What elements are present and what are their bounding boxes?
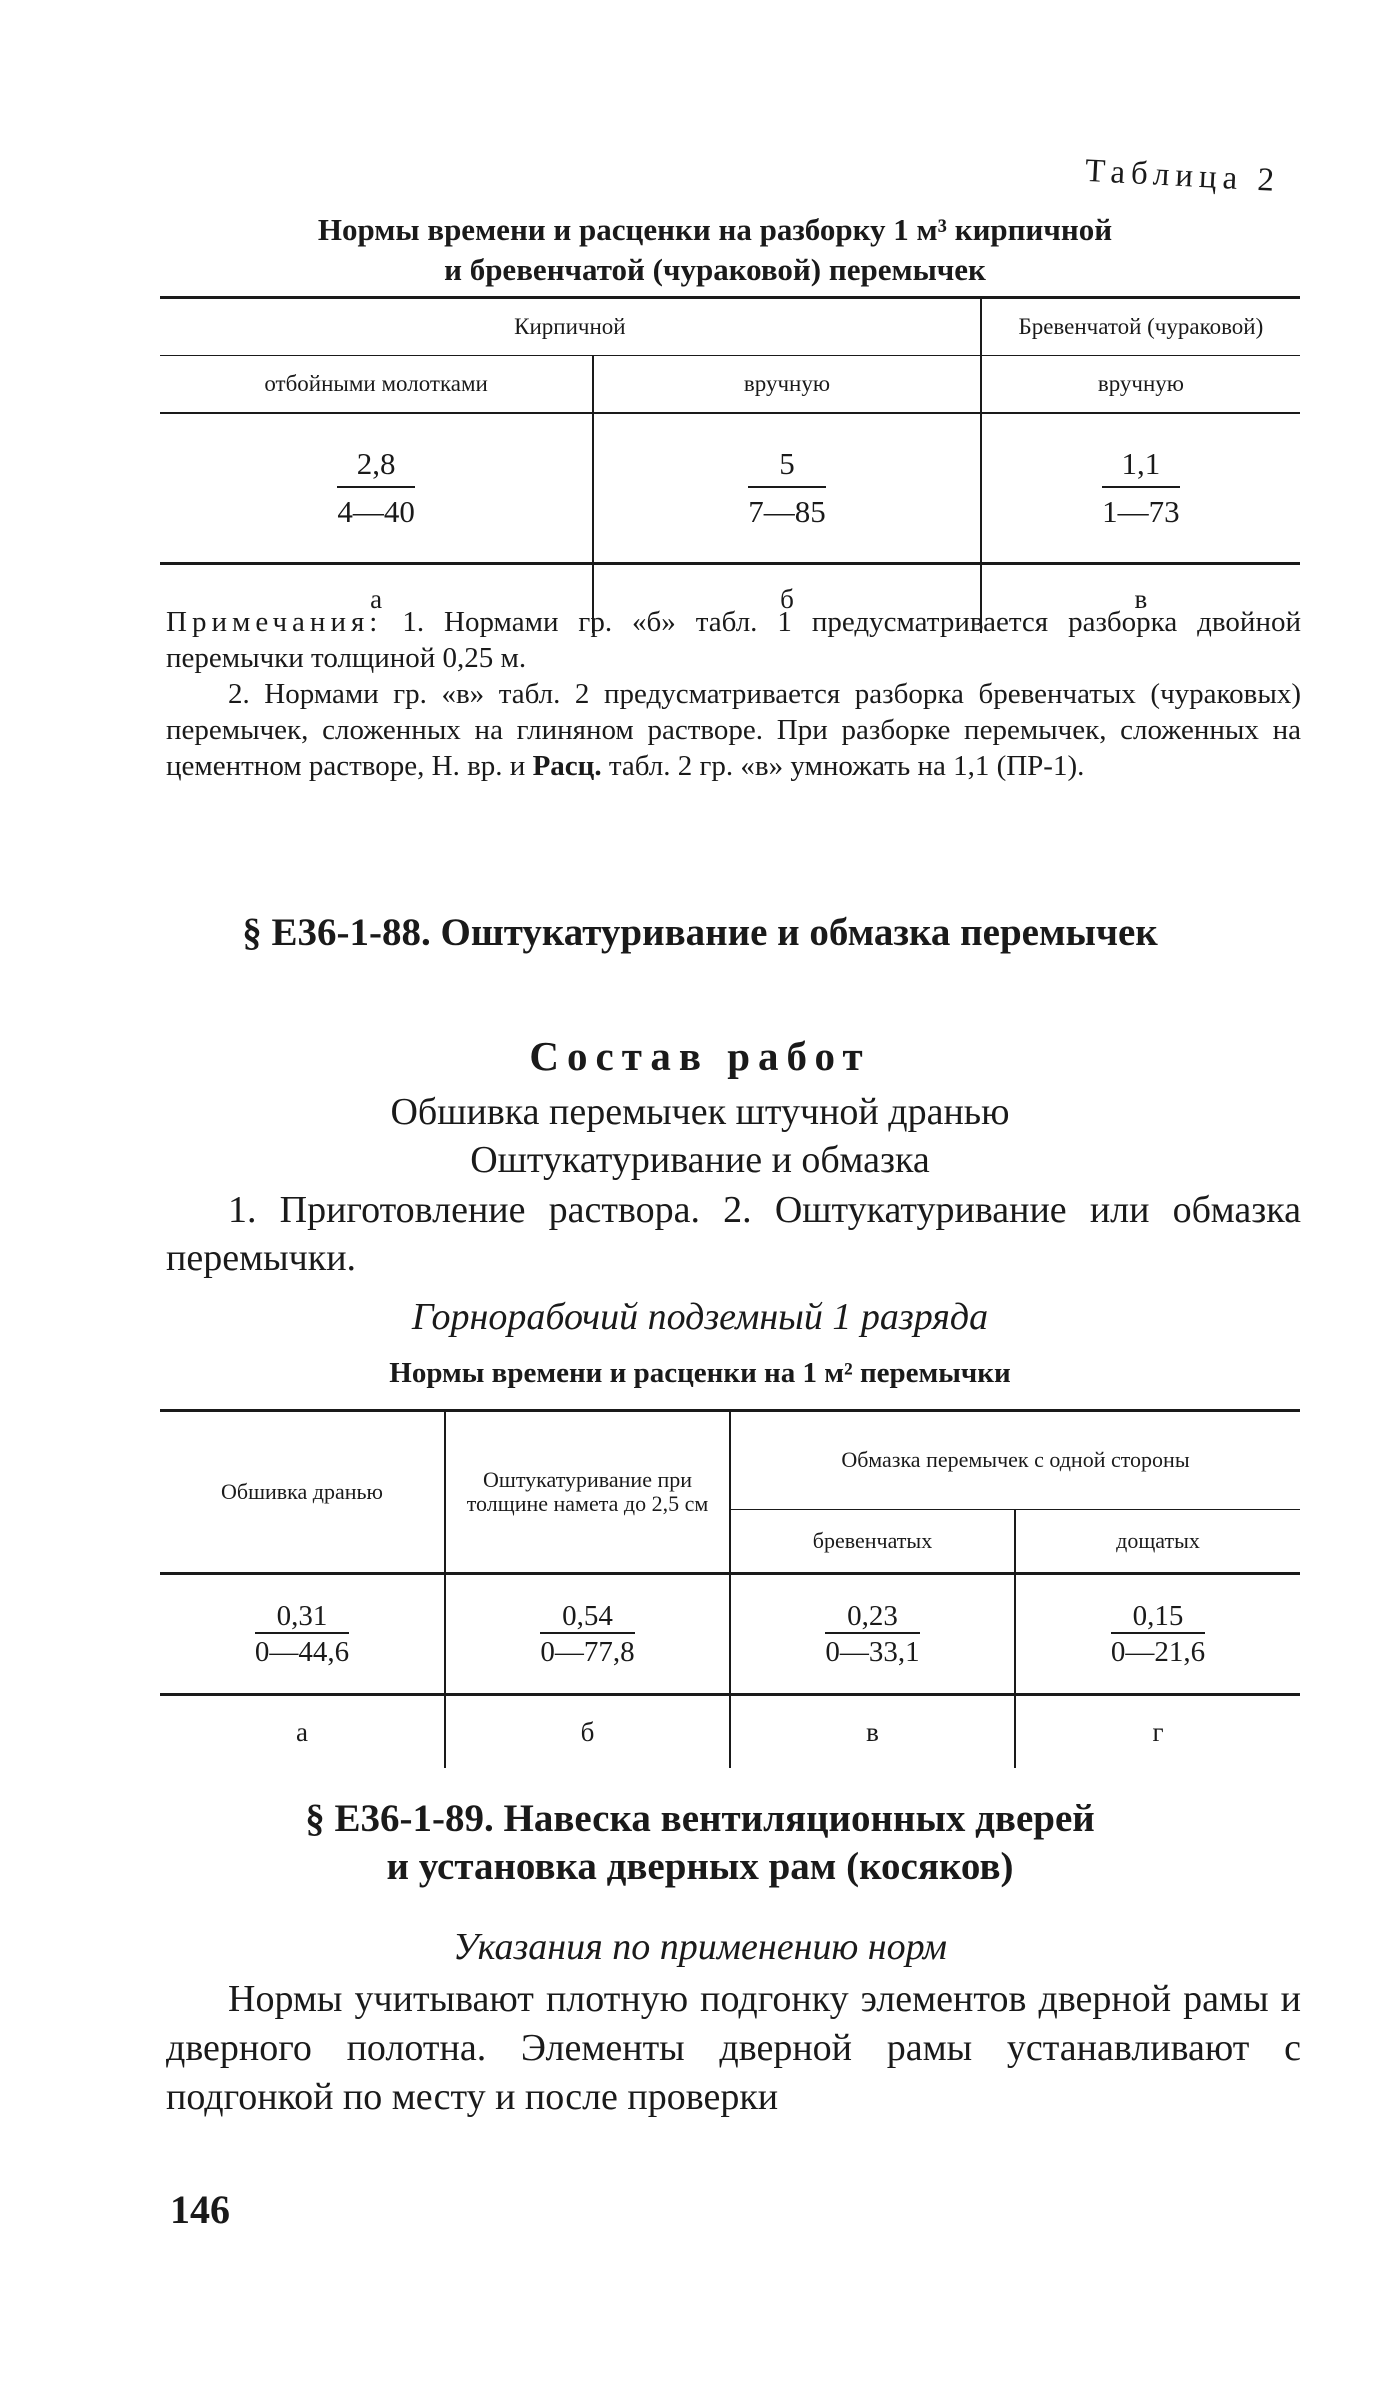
rate-value: 4—40 (337, 494, 415, 529)
table1 (160, 296, 1300, 633)
section88-line2: Оштукатуривание и обмазка (470, 1139, 930, 1181)
table1-col-manual-brick: вручную (593, 356, 981, 414)
table2-col-lath: Обшивка дранью (160, 1411, 445, 1574)
table2-letter-c: в (730, 1695, 1015, 1769)
rate-value: 0—33,1 (825, 1636, 920, 1668)
table1-title-line1: Нормы времени и расценки на разборку 1 м³ кирпичной (317, 212, 1113, 247)
norm-value: 0,23 (825, 1604, 919, 1634)
rate-value: 1—73 (1102, 494, 1180, 529)
section88-line1: Обшивка перемычек штучной дранью (390, 1091, 1010, 1133)
table1-cell-c (981, 413, 1300, 564)
norm-value: 0,31 (255, 1604, 349, 1634)
note2-text: 2. Нормами гр. «в» табл. 2 предусматривается разборка бревенчатых (чураковых) перемычек, сложенных на глиняном растворе. При разборке перемычек, сложенных на цементном растворе, Н. вр. и (166, 678, 1301, 782)
table1-letter-a: а (160, 564, 593, 634)
table2-col-plaster: Оштукатуривание при толщине намета до 2,5 см (445, 1411, 730, 1574)
table1-cell-a (160, 413, 593, 564)
table2-letter-d: г (1152, 1717, 1164, 1747)
table1-col-manual-log: вручную (1097, 371, 1184, 396)
norm-value: 0,15 (1111, 1604, 1205, 1634)
norm-value: 2,8 (337, 446, 415, 488)
norm-value: 1,1 (1102, 446, 1180, 488)
norm-value: 0,54 (540, 1604, 634, 1634)
worker-grade: Горнорабочий подземный 1 разряда (411, 1296, 989, 1338)
notes-heading: Примечания: (166, 606, 383, 638)
notes-block (166, 604, 1301, 784)
table1-group-brick: Кирпичной (160, 298, 981, 356)
section89-title (150, 1795, 1250, 1891)
norm-value: 5 (748, 446, 826, 488)
section88-title: § Е36-1-88. Оштукатуривание и обмазка перемычек (242, 911, 1158, 954)
note2-tail: табл. 2 гр. «в» умножать на 1,1 (ПР-1). (601, 750, 1085, 782)
rate-value: 7—85 (748, 494, 826, 529)
note2-bold: Расц. (532, 750, 602, 782)
rate-value: 0—77,8 (540, 1636, 635, 1668)
note1-text: 1. Нормами гр. «б» табл. 1 предусматривается разборка двойной перемычки толщиной 0,25 м. (166, 606, 1301, 674)
page-number: 146 (170, 2187, 230, 2232)
table2-group-coating: Обмазка перемычек с одной стороны (730, 1411, 1300, 1510)
table2-cell-d (1015, 1574, 1300, 1695)
table-number-label: Таблица 2 (1084, 152, 1281, 200)
table1-group-log: Бревенчатой (чураковой) (1018, 314, 1264, 339)
section89-title-line1: § Е36-1-89. Навеска вентиляционных дверей (305, 1797, 1095, 1840)
table2-letter-b: б (445, 1695, 730, 1769)
section88-subtitle: Состав работ (529, 1033, 871, 1079)
section89-title-line2: и установка дверных рам (косяков) (386, 1845, 1014, 1888)
table1-title-line2: и бревенчатой (чураковой) перемычек (444, 252, 986, 287)
table1-title (180, 210, 1250, 290)
table2 (160, 1409, 1300, 1768)
rate-value: 0—44,6 (254, 1636, 350, 1668)
table2-sub-plank: дощатых (1116, 1527, 1200, 1553)
table1-letter-b: б (593, 564, 981, 634)
section88-paragraph: 1. Приготовление раствора. 2. Оштукатуривание или обмазка перемычки. (166, 1189, 1301, 1279)
table2-sub-log: бревенчатых (730, 1509, 1015, 1573)
table1-col-hammers: отбойными молотками (160, 356, 593, 414)
table2-cell-b (445, 1574, 730, 1695)
table2-cell-c (730, 1574, 1015, 1695)
section89-paragraph: Нормы учитывают плотную подгонку элементов дверной рамы и дверного полотна. Элементы дверной рамы устанавливают с подгонкой по месту и после проверки (166, 1978, 1301, 2118)
rate-value: 0—21,6 (1110, 1636, 1206, 1668)
table2-cell-a (160, 1574, 445, 1695)
table1-cell-b (593, 413, 981, 564)
table2-letter-a: а (160, 1695, 445, 1769)
table2-title: Нормы времени и расценки на 1 м² перемычки (389, 1357, 1011, 1389)
section89-subtitle: Указания по применению норм (453, 1926, 947, 1968)
table1-letter-c: в (1134, 583, 1148, 614)
